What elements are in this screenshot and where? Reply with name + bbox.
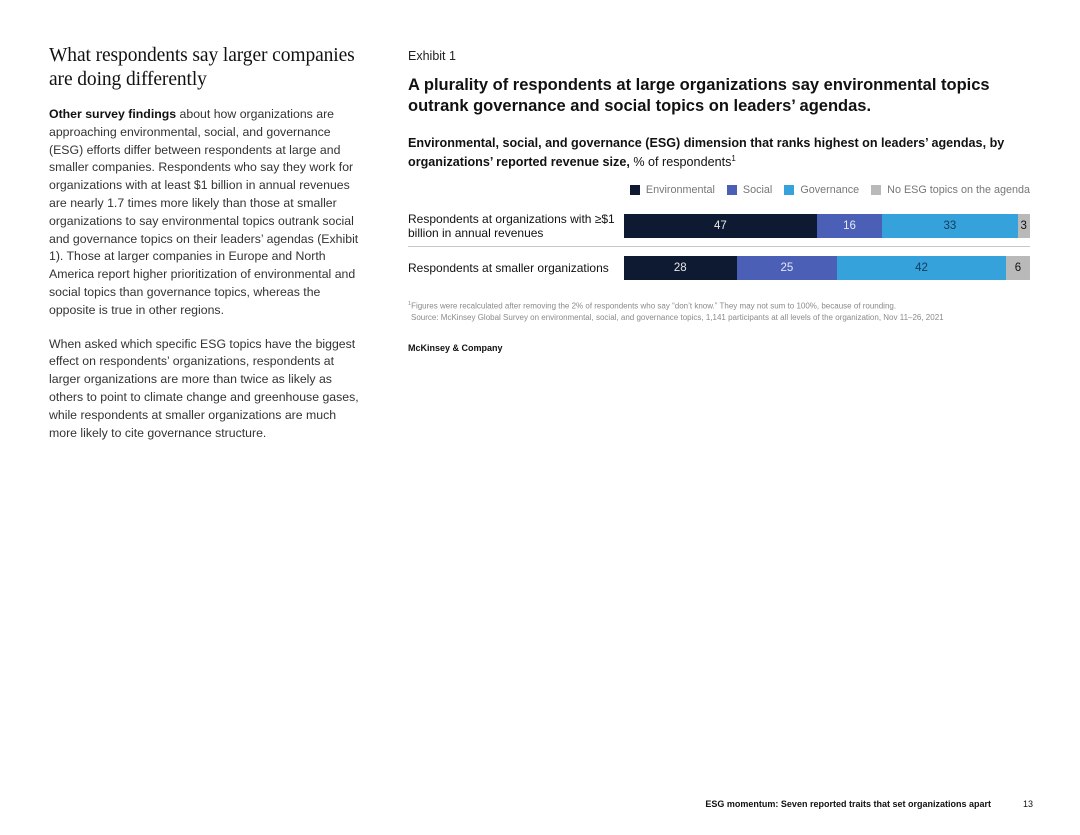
legend-label-none: No ESG topics on the agenda xyxy=(887,184,1030,197)
legend-item-none xyxy=(871,184,1030,196)
footnote-body: Figures were recalculated after removing the 2% of respondents who say “don’t know.” They may not sum to 100%, because of rounding. xyxy=(411,301,897,311)
stacked-bar xyxy=(624,214,1030,238)
stacked-bar xyxy=(624,256,1030,280)
footnote-mark: 1 xyxy=(408,301,412,308)
legend-label-soc: Social xyxy=(742,184,773,197)
bar-segment-env: 28 xyxy=(624,256,737,280)
chart-subtitle-bold: Environmental, social, and governance (ESG) dimension that ranks highest on leaders’ agendas, by organizations’ reported revenue size, xyxy=(408,136,1005,170)
category-label: Respondents at organizations with ≥$1 billion in annual revenues xyxy=(408,212,615,241)
legend-item-soc xyxy=(727,184,772,196)
bar-segment-gov: 42 xyxy=(837,256,1006,280)
source-text: Source: McKinsey Global Survey on environmental, social, and governance topics, 1,141 participants at all levels of the organization, Nov 11–26, 2021 xyxy=(411,312,944,322)
bar-segment-none: 6 xyxy=(1006,256,1030,280)
paragraph-1-body: about how organizations are approaching environmental, social, and governance (ESG) efforts differ between respondents at large and smaller companies. Respondents who say they work for organizations with at least $1 billion in annual revenues are nearly 1.7 times more likely than those at smaller organizations to say environmental topics outrank social and governance topics on their leaders’ agendas (Exhibit 1). Those at larger companies in Europe and North America report higher prioritization of environmental and social topics than governance topics, whereas the opposite is true in other regions. xyxy=(49,107,359,317)
page-footer xyxy=(705,799,1033,809)
bar-segment-soc: 25 xyxy=(737,256,838,280)
chart-subtitle-unit: % of respondents xyxy=(629,155,732,170)
left-column xyxy=(49,44,364,458)
legend-item-gov xyxy=(784,184,859,196)
legend-swatch-env xyxy=(630,185,640,195)
exhibit-label: Exhibit 1 xyxy=(408,49,456,63)
paragraph-2: When asked which specific ESG topics have the biggest effect on respondents’ organizations, respondents at larger organizations are more than twice as likely as others to point to climate change and greenhouse gases, while respondents at smaller organizations are much more likely to cite governance structure. xyxy=(49,336,359,440)
bar-segment-gov: 33 xyxy=(882,214,1017,238)
legend-label-gov: Governance xyxy=(800,184,860,197)
legend-item-env xyxy=(630,184,715,196)
exhibit-title: A plurality of respondents at large organizations say environmental topics outrank governance and social topics on leaders’ agendas. xyxy=(408,76,990,115)
legend-swatch-soc xyxy=(727,185,737,195)
bar-segment-soc: 16 xyxy=(817,214,883,238)
legend-swatch-none xyxy=(871,185,881,195)
page-number: 13 xyxy=(1022,799,1033,809)
exhibit xyxy=(408,49,1038,353)
category-label: Respondents at smaller organizations xyxy=(408,261,609,276)
legend-swatch-gov xyxy=(784,185,794,195)
chart-subtitle-footnote-mark: 1 xyxy=(731,154,736,163)
paragraph-1 xyxy=(49,106,364,320)
bar-segment-env: 47 xyxy=(624,214,817,238)
chart-footnote xyxy=(408,299,1028,323)
brand-logo-text: McKinsey & Company xyxy=(408,342,503,353)
chart-row-2 xyxy=(408,251,1030,285)
footer-title: ESG momentum: Seven reported traits that set organizations apart xyxy=(705,799,991,809)
bar-segment-none: 3 xyxy=(1018,214,1030,238)
chart-subtitle xyxy=(408,135,1038,170)
section-title: What respondents say larger companies are doing differently xyxy=(49,45,355,90)
legend-label-env: Environmental xyxy=(645,184,715,197)
chart-legend xyxy=(408,184,1030,196)
footnote-text xyxy=(408,299,1028,312)
paragraph-1-lead: Other survey findings xyxy=(49,107,177,121)
stacked-bar-chart xyxy=(408,210,1030,285)
chart-row-1 xyxy=(408,210,1030,247)
